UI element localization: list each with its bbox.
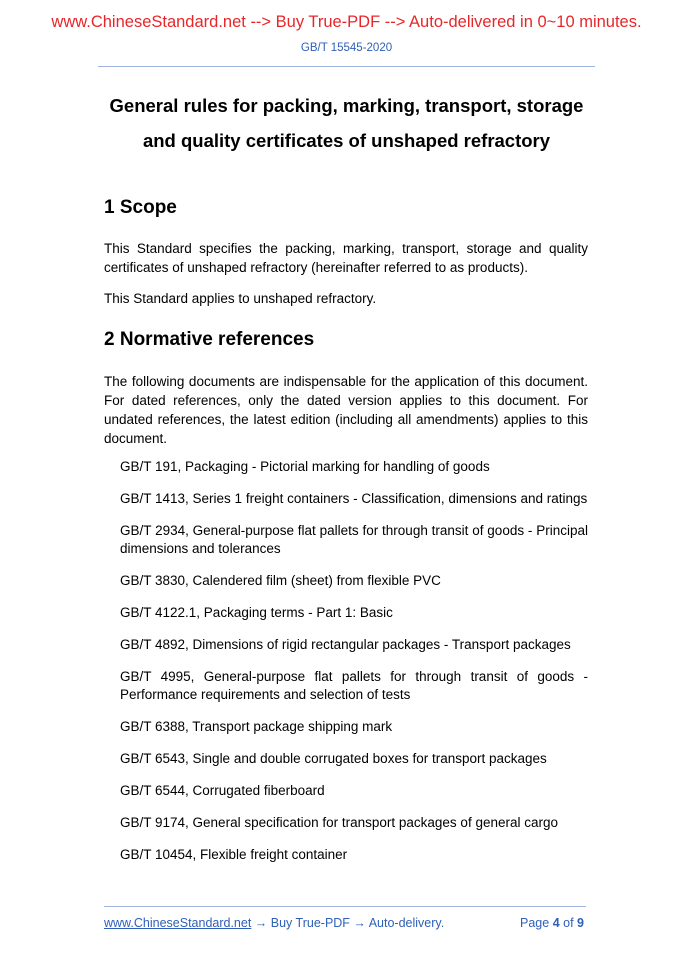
page-indicator	[520, 916, 584, 930]
reference-item: GB/T 4995, General-purpose flat pallets for through transit of goods - Performance requirements and selection of tests	[120, 669, 588, 702]
section-heading-scope: 1 Scope	[104, 197, 177, 218]
document-title	[60, 88, 633, 158]
reference-item: GB/T 6544, Corrugated fiberboard	[120, 783, 325, 798]
reference-item: GB/T 9174, General specification for transport packages of general cargo	[120, 815, 558, 830]
reference-item: GB/T 6543, Single and double corrugated boxes for transport packages	[120, 751, 547, 766]
reference-item: GB/T 10454, Flexible freight container	[120, 847, 348, 862]
page-total: 9	[577, 916, 584, 930]
page-current: 4	[552, 916, 560, 930]
footer-site-link[interactable]: www.ChineseStandard.net	[104, 916, 252, 930]
normative-intro-paragraph: The following documents are indispensable for the application of this document. For dated references, only the dated version applies to this document. For undated references, the latest edition (including all amendments) applies to this document.	[104, 374, 588, 446]
footer-divider	[104, 906, 586, 907]
page-of-label: of	[563, 916, 574, 930]
footer-tagline: → Buy True-PDF → Auto-delivery.	[251, 916, 445, 930]
reference-item: GB/T 2934, General-purpose flat pallets for through transit of goods - Principal dimensions and tolerances	[120, 523, 588, 556]
header-divider	[98, 66, 595, 67]
reference-item: GB/T 191, Packaging - Pictorial marking for handling of goods	[120, 459, 490, 474]
document-title-line-1: General rules for packing, marking, transport, storage	[109, 95, 584, 116]
reference-item: GB/T 3830, Calendered film (sheet) from flexible PVC	[120, 573, 441, 588]
reference-item: GB/T 1413, Series 1 freight containers - Classification, dimensions and ratings	[120, 491, 588, 506]
promo-banner[interactable]: www.ChineseStandard.net --> Buy True-PDF --> Auto-delivered in 0~10 minutes.	[51, 13, 642, 31]
normative-reference-list	[120, 458, 588, 878]
section-heading-normative-references: 2 Normative references	[104, 329, 315, 350]
page-label: Page	[520, 916, 550, 930]
page-footer	[104, 916, 588, 930]
reference-item: GB/T 4892, Dimensions of rigid rectangular packages - Transport packages	[120, 637, 571, 652]
standard-code-header: GB/T 15545-2020	[300, 42, 393, 54]
reference-item: GB/T 6388, Transport package shipping mark	[120, 719, 393, 734]
scope-paragraph-1: This Standard specifies the packing, marking, transport, storage and quality certificates of unshaped refractory (hereinafter referred to as products).	[104, 241, 588, 275]
document-title-line-2: and quality certificates of unshaped refractory	[142, 130, 551, 151]
reference-item: GB/T 4122.1, Packaging terms - Part 1: Basic	[120, 605, 393, 620]
scope-paragraph-2: This Standard applies to unshaped refractory.	[104, 291, 377, 306]
